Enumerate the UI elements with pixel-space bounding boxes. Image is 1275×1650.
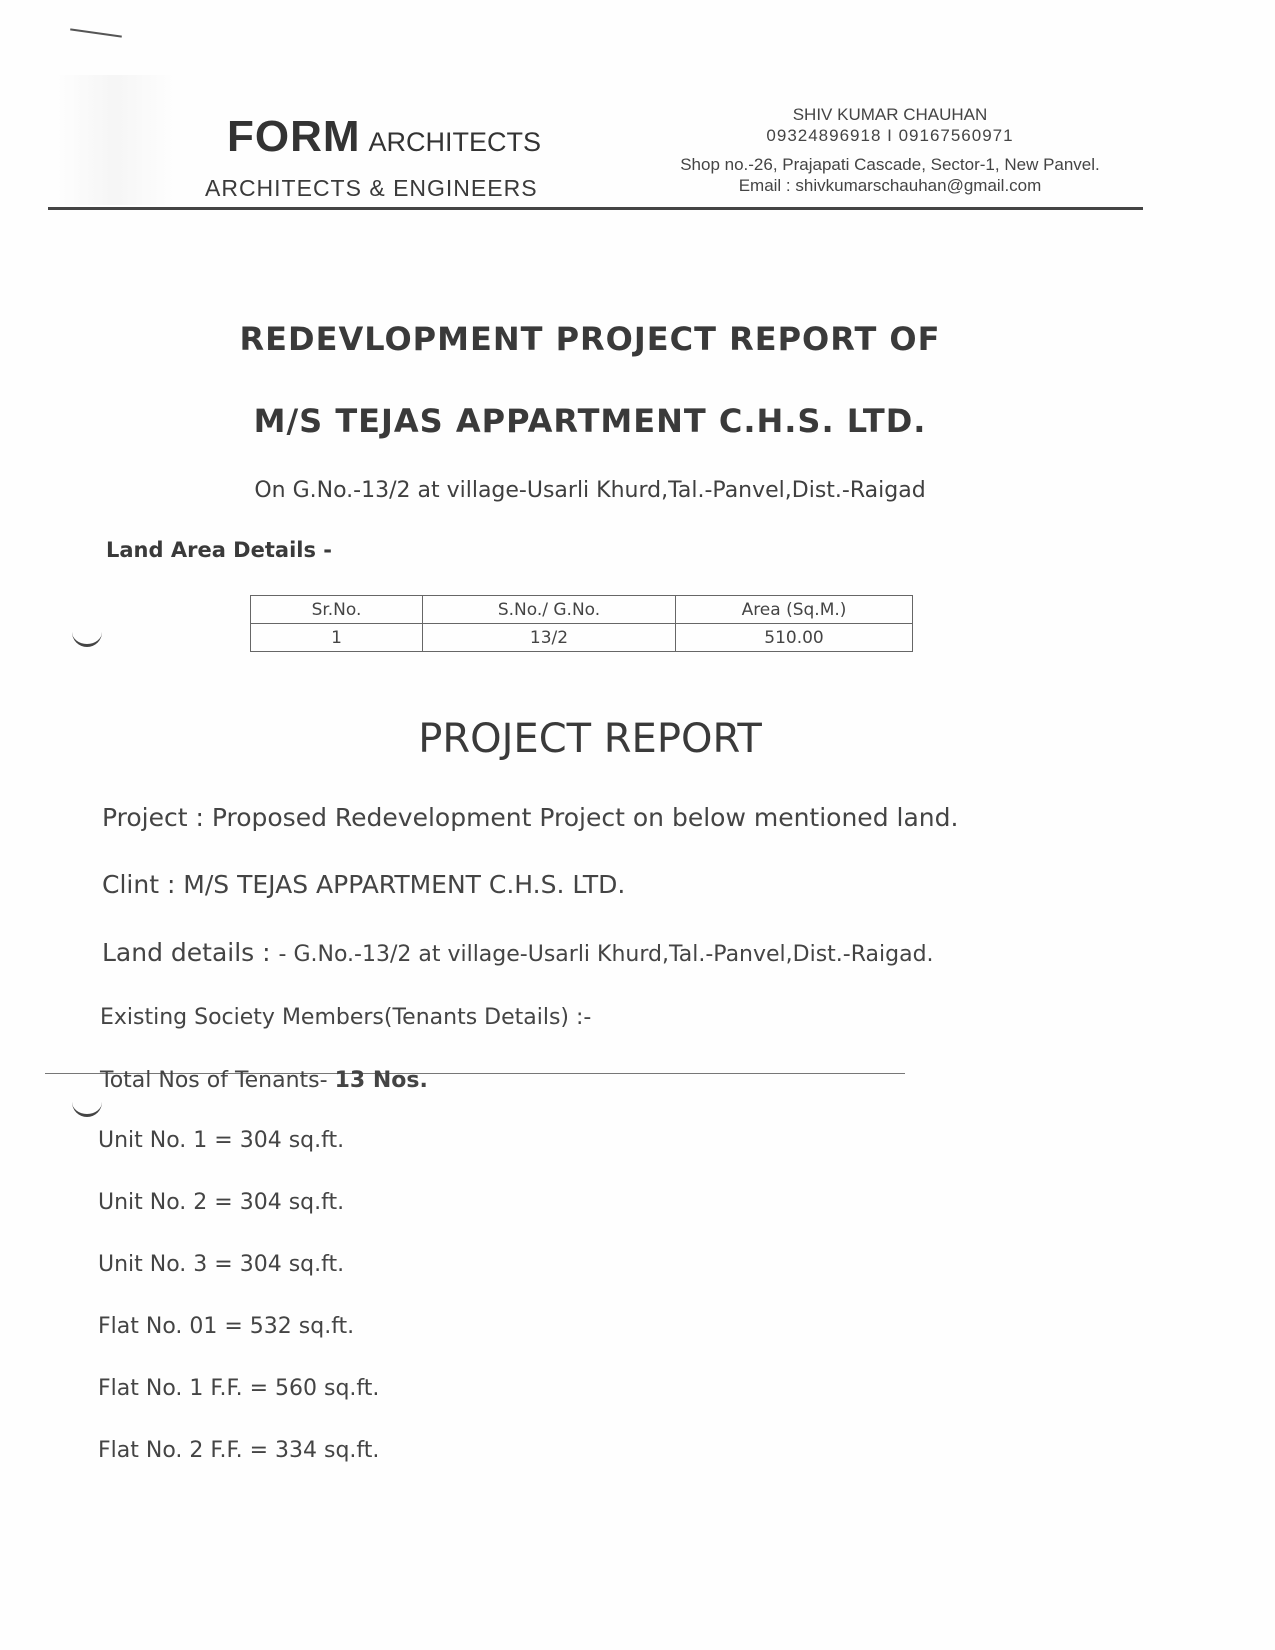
table-row [251,624,913,652]
list-item: Flat No. 2 F.F. = 334 sq.ft. [98,1438,380,1463]
column-header: S.No./ G.No. [423,596,676,624]
contact-address: Shop no.-26, Prajapati Cascade, Sector-1, New Panvel. [680,155,1100,174]
punch-hole-mark [72,630,102,647]
table-cell: 510.00 [676,624,913,652]
list-item: Flat No. 01 = 532 sq.ft. [98,1314,355,1339]
project-report-heading: PROJECT REPORT [418,716,762,762]
firm-name [227,112,541,162]
unit-list [98,1128,379,1500]
firm-tagline: ARCHITECTS & ENGINEERS [205,175,538,201]
column-header: Sr.No. [251,596,423,624]
punch-hole-mark [72,1100,102,1117]
header-divider [48,207,1143,210]
scan-shadow [55,75,175,205]
total-tenants-value: 13 Nos. [334,1068,428,1093]
report-title: REDEVLOPMENT PROJECT REPORT OF [239,320,941,358]
location-line: On G.No.-13/2 at village-Usarli Khurd,Tal.-Panvel,Dist.-Raigad [254,478,926,503]
table-cell: 13/2 [423,624,676,652]
list-item: Flat No. 1 F.F. = 560 sq.ft. [98,1376,380,1401]
table-cell: 1 [251,624,423,652]
contact-name: SHIV KUMAR CHAUHAN [792,105,988,124]
land-details-value: - G.No.-13/2 at village-Usarli Khurd,Tal.-Panvel,Dist.-Raigad. [278,942,934,967]
total-tenants-line [100,1068,428,1093]
column-header: Area (Sq.M.) [676,596,913,624]
firm-name-light: ARCHITECTS [368,127,542,157]
scan-mark [70,28,122,37]
list-item: Unit No. 3 = 304 sq.ft. [98,1252,345,1277]
total-tenants-label: Total Nos of Tenants- [100,1068,335,1093]
land-area-heading: Land Area Details - [106,538,332,562]
existing-members-line: Existing Society Members(Tenants Details) :- [100,1005,592,1030]
contact-phones: 09324896918 I 09167560971 [766,126,1014,145]
contact-block [640,104,1140,196]
client-line: Clint : M/S TEJAS APPARTMENT C.H.S. LTD. [102,870,626,899]
table-header-row [251,596,913,624]
project-line: Project : Proposed Redevelopment Project on below mentioned land. [102,803,959,832]
contact-email: Email : shivkumarschauhan@gmail.com [738,176,1042,195]
list-item: Unit No. 1 = 304 sq.ft. [98,1128,345,1153]
list-item: Unit No. 2 = 304 sq.ft. [98,1190,345,1215]
land-area-table [250,595,913,652]
land-details-label: Land details : [102,938,279,967]
society-name: M/S TEJAS APPARTMENT C.H.S. LTD. [253,402,927,440]
firm-name-bold: FORM [227,112,361,161]
land-details-line [102,938,934,967]
